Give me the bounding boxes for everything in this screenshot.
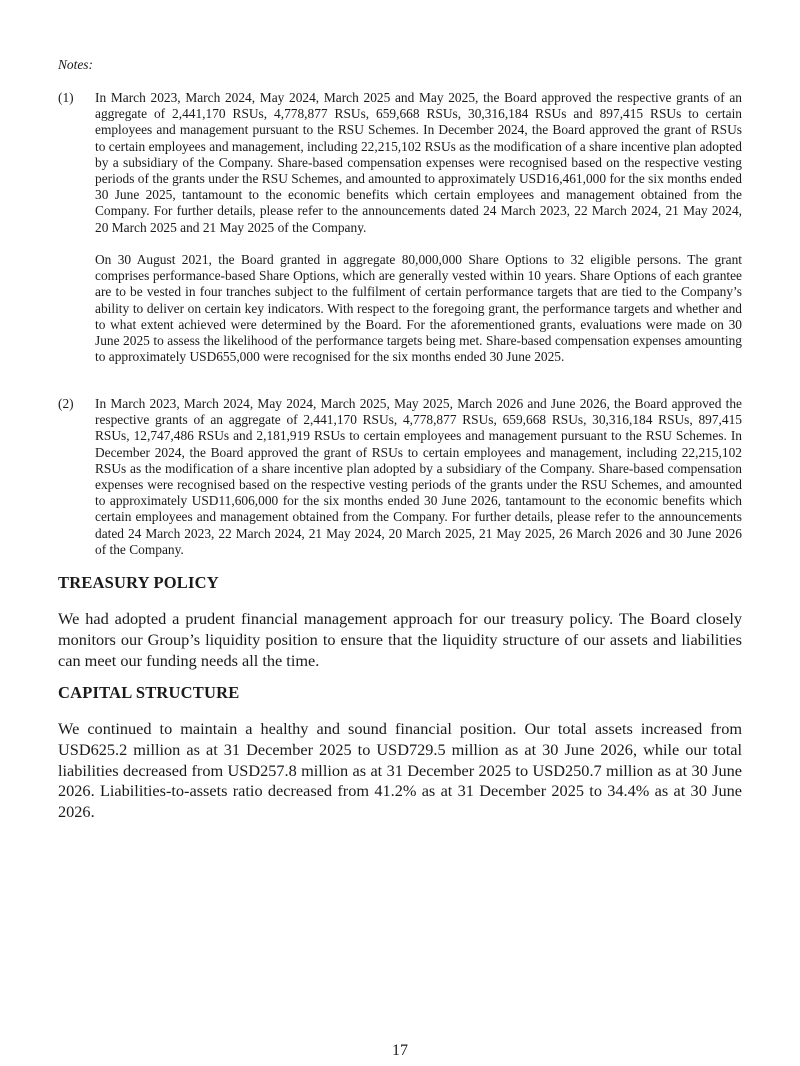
capital-structure-text: We continued to maintain a healthy and sound financial position. Our total assets increased from USD625.2 million as at 31 December 2025 to USD729.5 million as at 30 June 2026, while our total liabilities decreased from USD257.8 million as at 31 December 2025 to USD250.7 million as at 30 June 2026. Liabilities-to-assets ratio decreased from 41.2% as at 31 December 2025 to 34.4% as at 30 June 2026. — [58, 719, 742, 822]
note-paragraph: On 30 August 2021, the Board granted in aggregate 80,000,000 Share Options to 32 eligible persons. The grant comprises performance-based Share Options, which are generally vested within 10 years. Share Options of each grantee are to be vested in four tranches subject to the fulfilment of certain performance targets that are tied to the Company’s ability to deliver on certain key indicators. With respect to the foregoing grant, the performance targets and whether and to what extent achieved were determined by the Board. For the aforementioned grants, evaluations were made on 30 June 2025 to assess the likelihood of the performance targets being met. Share-based compensation expenses amounting to approximately USD655,000 were recognised for the six months ended 30 June 2025. — [95, 252, 742, 365]
page-number: 17 — [392, 1042, 408, 1059]
note-body — [95, 90, 742, 365]
note-number: (1) — [58, 90, 74, 105]
treasury-policy-text: We had adopted a prudent financial management approach for our treasury policy. The Board closely monitors our Group’s liquidity position to ensure that the liquidity structure of our assets and liabilities can meet our funding needs all the time. — [58, 609, 742, 670]
note-paragraph: In March 2023, March 2024, May 2024, March 2025 and May 2025, the Board approved the respective grants of an aggregate of 2,441,170 RSUs, 4,778,877 RSUs, 659,668 RSUs, 30,316,184 RSUs and 897,415 RSUs to certain employees and management pursuant to the RSU Schemes. In December 2024, the Board approved the grant of RSUs to certain employees and management, including 22,215,102 RSUs as the modification of a share incentive plan adopted by a subsidiary of the Company. Share-based compensation expenses were recognised based on the respective vesting periods of the grants under the RSU Schemes, and amounted to approximately USD16,461,000 for the six months ended 30 June 2025, tantamount to the economic benefits which certain employees and management obtained from the Company. For further details, please refer to the announcements dated 24 March 2023, 22 March 2024, 21 May 2024, 20 March 2025 and 21 May 2025 of the Company. — [95, 90, 742, 235]
note-number: (2) — [58, 396, 74, 411]
document-page — [58, 0, 742, 1066]
capital-structure-heading: CAPITAL STRUCTURE — [58, 683, 240, 702]
note-paragraph: In March 2023, March 2024, May 2024, March 2025, May 2025, March 2026 and June 2026, the Board approved the respective grants of an aggregate of 2,441,170 RSUs, 4,778,877 RSUs, 659,668 RSUs, 30,316,184 RSUs, 897,415 RSUs, 12,747,486 RSUs and 2,181,919 RSUs to certain employees and management pursuant to the RSU Schemes. In December 2024, the Board approved the grant of RSUs to certain employees and management, including 22,215,102 RSUs as the modification of a share incentive plan adopted by a subsidiary of the Company. Share-based compensation expenses were recognised based on the respective vesting periods of the grants under the RSU Schemes, and amounted to approximately USD11,606,000 for the six months ended 30 June 2026, tantamount to the economic benefits which certain employees and management obtained from the Company. For further details, please refer to the announcements dated 24 March 2023, 22 March 2024, 21 May 2024, 20 March 2025, 21 May 2025, 26 March 2026 and 30 June 2026 of the Company. — [95, 396, 742, 557]
notes-label: Notes: — [58, 57, 93, 72]
note-body — [95, 396, 742, 558]
treasury-policy-heading: TREASURY POLICY — [58, 573, 219, 592]
